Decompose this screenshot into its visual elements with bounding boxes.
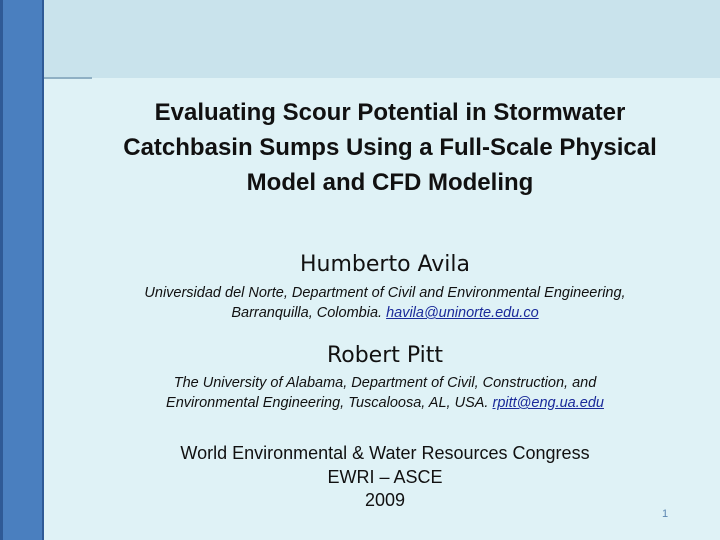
left-accent-bar [0,0,44,540]
slide-title [60,95,720,200]
author-name-pitt: Robert Pitt [326,343,444,368]
author-name-avila: Humberto Avila [299,252,471,277]
email-link-pitt[interactable]: rpitt@eng.ua.edu [492,395,604,411]
email-link-avila[interactable]: havila@uninorte.edu.co [386,305,539,321]
congress-info [50,442,720,513]
affiliation-line [50,303,720,323]
title-line: Catchbasin Sumps Using a Full-Scale Physical [123,134,657,161]
affiliation-line: Universidad del Norte, Department of Civil and Environmental Engineering, [144,285,626,301]
affiliation-line [50,393,720,413]
congress-year: 2009 [364,490,406,510]
title-line: Model and CFD Modeling [246,169,534,196]
top-band [44,0,720,78]
page-number: 1 [662,508,669,520]
top-rule-divider [44,77,92,79]
affiliation-location: Environmental Engineering, Tuscaloosa, AL, USA. [166,395,489,411]
congress-name: World Environmental & Water Resources Congress [180,443,590,463]
left-bar-edge [0,0,3,540]
title-line: Evaluating Scour Potential in Stormwater [154,99,626,126]
congress-org: EWRI – ASCE [327,466,443,487]
author-affiliation-avila [50,283,720,323]
affiliation-location: Barranquilla, Colombia. [231,305,383,321]
author-affiliation-pitt [50,373,720,413]
affiliation-line: The University of Alabama, Department of Civil, Construction, and [173,375,597,391]
